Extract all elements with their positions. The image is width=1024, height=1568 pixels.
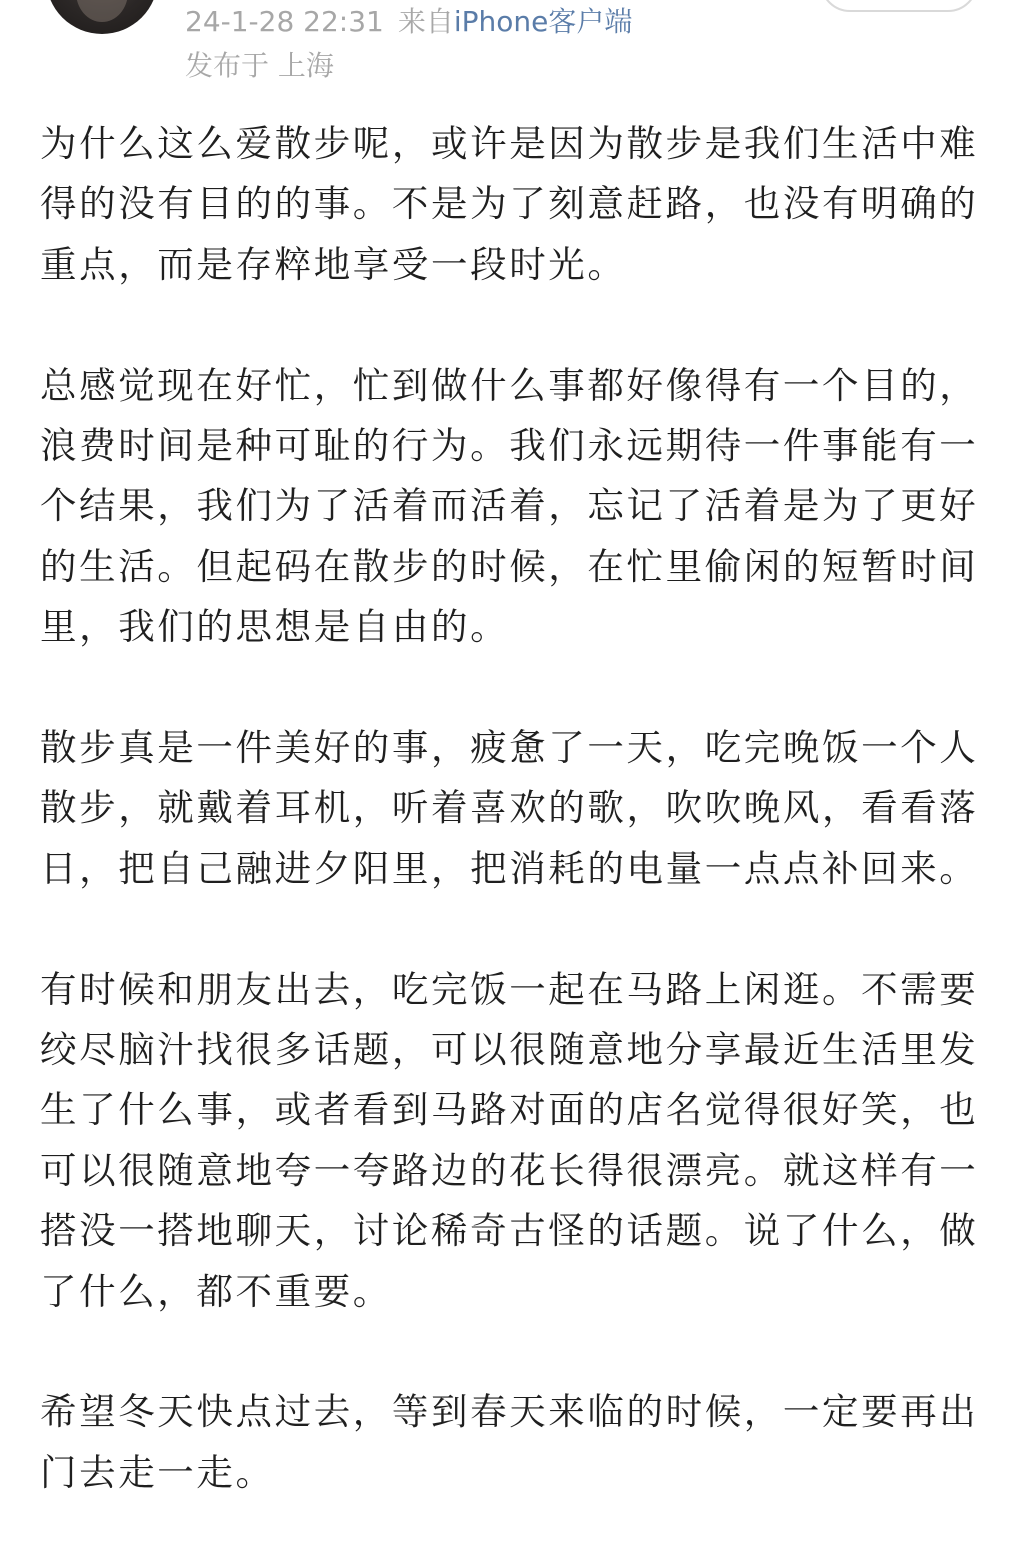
- post-location: 发布于 上海: [185, 49, 334, 82]
- follow-button[interactable]: [820, 0, 978, 12]
- avatar[interactable]: [46, 0, 158, 34]
- post-timestamp: 24-1-28 22:31: [185, 5, 384, 38]
- source-prefix: 来自: [397, 5, 454, 38]
- source-link[interactable]: iPhone客户端: [453, 5, 633, 38]
- post-header: [0, 0, 1024, 100]
- post-paragraph: 散步真是一件美好的事，疲惫了一天，吃完晚饭一个人散步，就戴着耳机，听着喜欢的歌，吹吹晚风，看看落日，把自己融进夕阳里，把消耗的电量一点点补回来。: [40, 726, 979, 890]
- post-paragraph: 为什么这么爱散步呢，或许是因为散步是我们生活中难得的没有目的的事。不是为了刻意赶路，也没有明确的重点，而是存粹地享受一段时光。: [40, 122, 979, 286]
- post-paragraph: 总感觉现在好忙，忙到做什么事都好像得有一个目的，浪费时间是种可耻的行为。我们永远期待一件事能有一个结果，我们为了活着而活着，忘记了活着是为了更好的生活。但起码在散步的时候，在忙里偷闲的短暂时间里，我们的思想是自由的。: [40, 363, 979, 649]
- post-body: [40, 114, 984, 1503]
- post-paragraph: 有时候和朋友出去，吃完饭一起在马路上闲逛。不需要绞尽脑汁找很多话题，可以很随意地分享最近生活里发生了什么事，或者看到马路对面的店名觉得很好笑，也可以很随意地夸一夸路边的花长得很漂亮。就这样有一搭没一搭地聊天，讨论稀奇古怪的话题。说了什么，做了什么，都不重要。: [40, 967, 979, 1313]
- post-meta: [185, 4, 632, 40]
- post-paragraph: 希望冬天快点过去，等到春天来临的时候，一定要再出门去走一走。: [40, 1390, 979, 1494]
- avatar-photo: [76, 0, 128, 22]
